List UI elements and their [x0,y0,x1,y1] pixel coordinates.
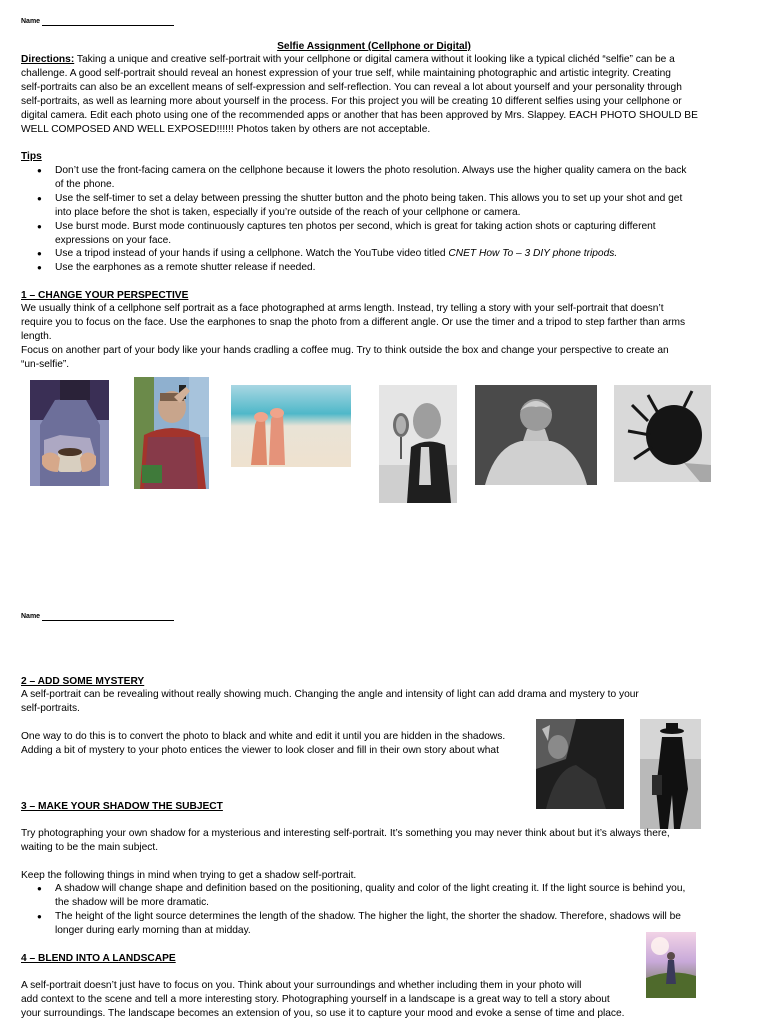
section-3-heading: 3 – MAKE YOUR SHADOW THE SUBJECT [21,801,223,812]
list-item: ● A shadow will change shape and definition based on the positioning, quality and color of the light creating it. If the light source is behind you, the shadow will be more dramatic. [21,882,731,910]
photo-bare-back [475,385,597,485]
photo-feet-on-beach [231,385,351,467]
list-item: ● Use burst mode. Burst mode continuously captures ten photos per second, which is great for taking action shots or capturing different expressions on your face. [21,220,731,248]
page-title: Selfie Assignment (Cellphone or Digital) [277,41,471,52]
photo-woman-with-mirror [379,385,457,503]
name-label: Name [21,18,41,25]
section-4-heading: 4 – BLEND INTO A LANDSCAPE [21,953,176,964]
name-blank-line-2[interactable] [42,613,174,621]
section-2-heading: 2 – ADD SOME MYSTERY [21,676,145,687]
directions-label: Directions: [21,54,75,65]
section-1-heading: 1 – CHANGE YOUR PERSPECTIVE [21,290,189,301]
directions-paragraph: Directions: Taking a unique and creative self-portrait with your cellphone or digital camera without it looking like a typical clichéd “selfie” can be a challenge. A good self-portrait should reveal an honest expression of your true self, while maintaining photographic and artistic integrity. Creating self-portraits can also be an excellent means of self-expression and self-reflection. You can reveal a lot about yourself and your personality through self-portraits, as well as learning more about yourself in the process. For this project you will be creating 10 different selfies using your cellphone or digital camera. Edit each photo using one of the recommended apps or another that has been approved by Mrs. Slappey. EACH PHOTO SHOULD BE WELL COMPOSED AND WELL EXPOSED!!!!!! Photos taken by others are not acceptable. [21,54,698,135]
tips-list [21,164,731,275]
section-4-text: A self-portrait doesn’t just have to focus on you. Think about your surroundings and whether including them in your photo will add context to the scene and tell a more interesting story. Photographing yourself in a landscape is a great way to tell a story about your surroundings. The landscape becomes an extension of you, so use it to capture your mood and evoke a sense of time and place. [21,980,625,1019]
section-2-text: A self-portrait can be revealing without really showing much. Changing the angle and intensity of light can add drama and mystery to your self-portraits. One way to do this is to convert the photo to black and white and edit it until you are hidden in the shadows. Adding a bit of mystery to your photo entices the viewer to look closer and fill in their own story about what [21,689,639,756]
section-1-text: We usually think of a cellphone self portrait as a face photographed at arms length. Instead, try telling a story with your self-portrait that doesn’t require you to focus on the face. Use the earphones to snap the photo from a different angle. Or use the timer and a tripod to step farther than arms length. Focus on another part of your body like your hands cradling a coffee mug. Try to think outside the box and change your perspective to create an “un-selfie”. [21,303,686,370]
list-item: ● Use the earphones as a remote shutter release if needed. [21,261,731,275]
photo-hair-silhouette [614,385,711,482]
photo-hands-coffee-mug [30,380,109,486]
list-item: ● The height of the light source determines the length of the shadow. The higher the light, the shorter the shadow. Therefore, shadows will be longer during early morning than at midday. [21,910,731,938]
photo-landscape [646,932,696,998]
shadow-tips-list [21,882,731,938]
photo-silhouette-hat [640,719,701,829]
photo-person-with-phone [134,377,209,489]
tips-heading: Tips [21,151,42,162]
section-3-text: Try photographing your own shadow for a mysterious and interesting self-portrait. It’s something you may never think about but it’s always there, waiting to be the main subject. Keep the following things in mind when trying to get a shadow self-portrait. [21,828,670,881]
list-item: ● Use a tripod instead of your hands if using a cellphone. Watch the YouTube video titled CNET How To – 3 DIY phone tripods. [21,247,731,261]
list-item: ● Don’t use the front-facing camera on the cellphone because it lowers the photo resolution. Always use the higher quality camera on the back of the phone. [21,164,731,192]
photo-mystery-shadows [536,719,624,809]
name-label-2: Name [21,613,41,620]
name-field-2[interactable] [21,612,174,621]
name-field[interactable] [21,17,174,26]
list-item: ● Use the self-timer to set a delay between pressing the shutter button and the photo being taken. This allows you to set up your shot and get into place before the shot is taken, especially if you’re outside of the reach of your cellphone or camera. [21,192,731,220]
name-blank-line[interactable] [42,18,174,26]
